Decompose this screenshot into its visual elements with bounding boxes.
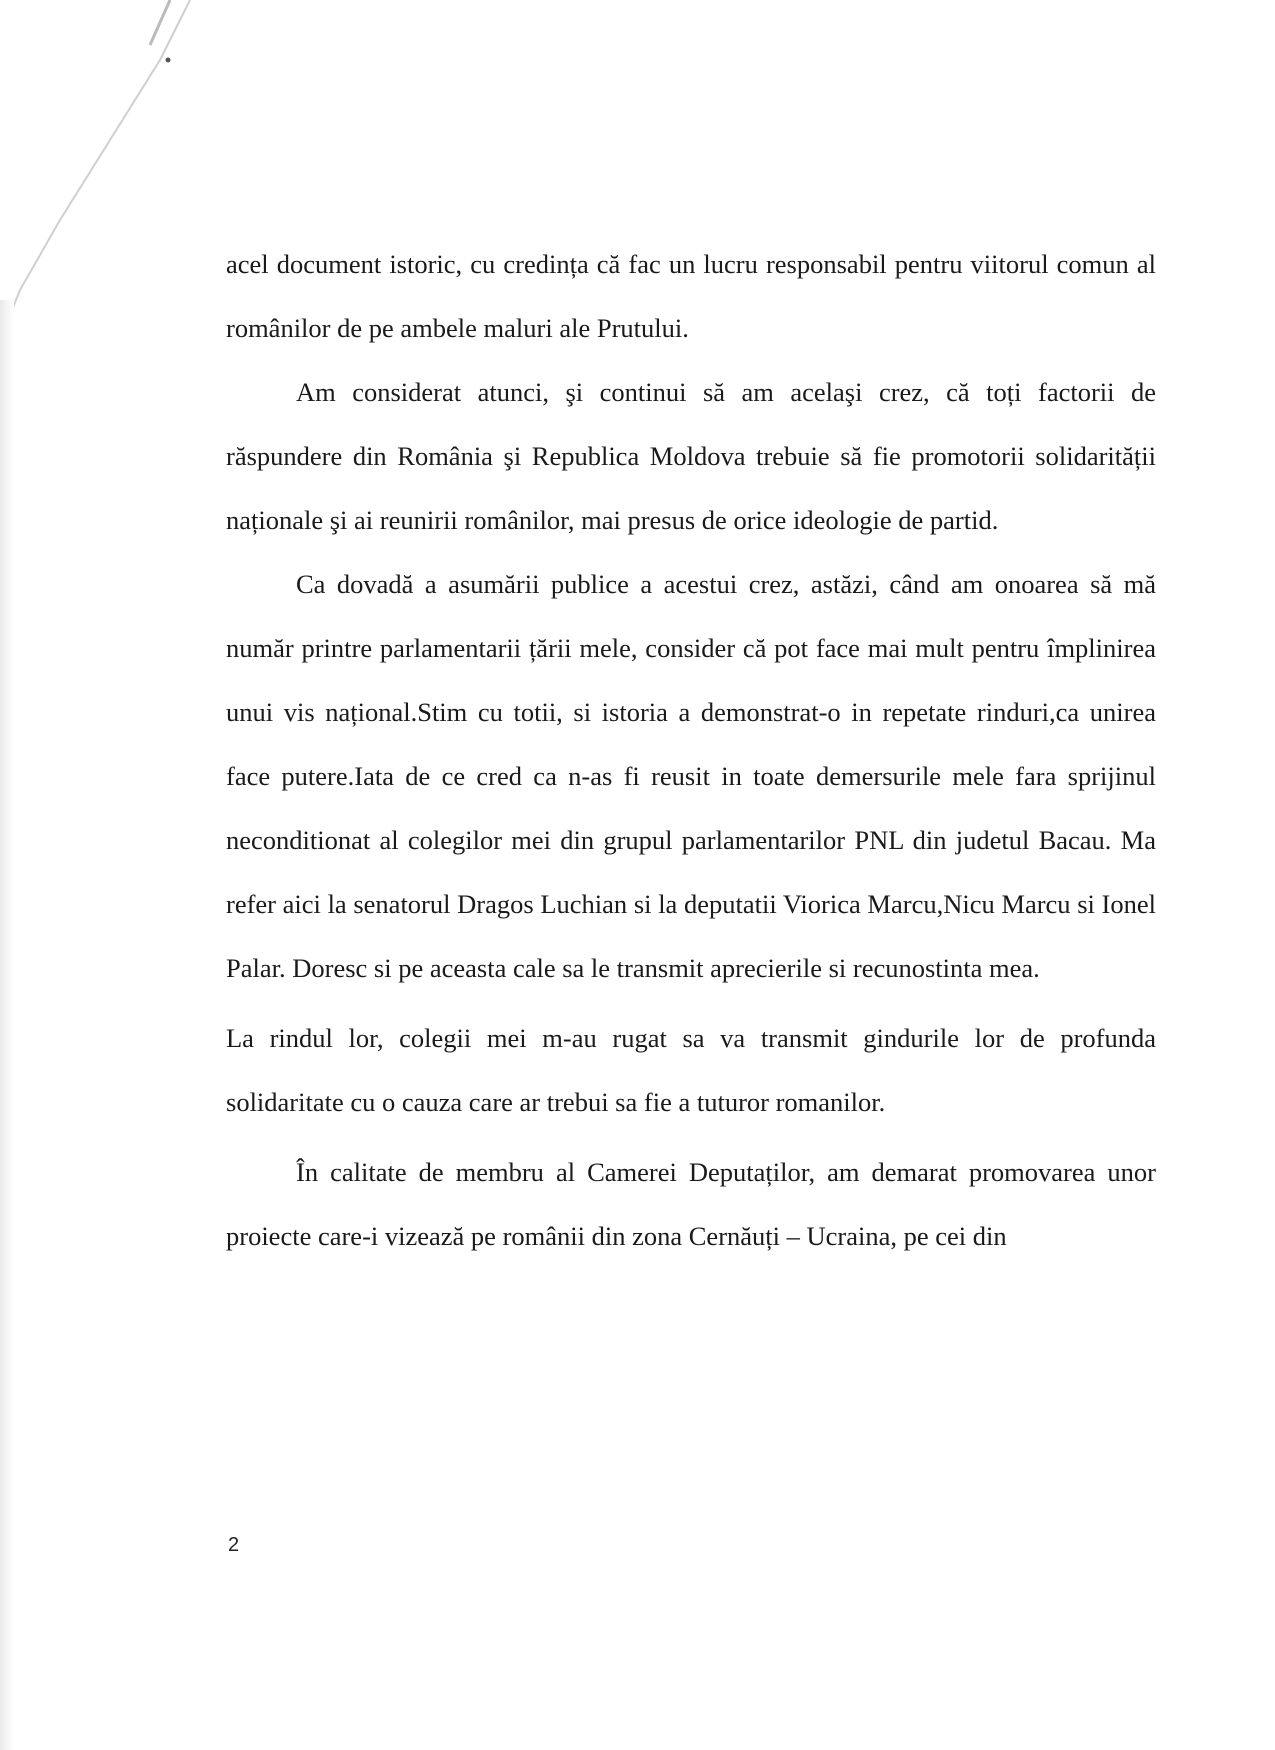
document-body <box>226 232 1156 1268</box>
page-number: 2 <box>228 1534 240 1556</box>
paragraph-5: În calitate de membru al Camerei Deputaților, am demarat promovarea unor proiecte care-i vizează pe românii din zona Cernăuți – Ucraina, pe cei din <box>226 1157 1156 1251</box>
scan-edge-shadow <box>0 300 14 1750</box>
page-fold-mark <box>0 0 200 340</box>
paragraph-4: La rindul lor, colegii mei m-au rugat sa va transmit gindurile lor de profunda solidaritate cu o cauza care ar trebui sa fie a tuturor romanilor. <box>226 1023 1156 1117</box>
paragraph-1: acel document istoric, cu credința că fac un lucru responsabil pentru viitorul comun al românilor de pe ambele maluri ale Prutului. <box>226 249 1156 343</box>
paragraph-2: Am considerat atunci, şi continui să am acelaşi crez, că toți factorii de răspundere din România şi Republica Moldova trebuie să fie promotorii solidarității naționale şi ai reunirii românilor, mai presus de orice ideologie de partid. <box>226 377 1156 535</box>
paragraph-3: Ca dovadă a asumării publice a acestui crez, astăzi, când am onoarea să mă număr printre parlamentarii țării mele, consider că pot face mai mult pentru împlinirea unui vis național.Stim cu totii, si istoria a demonstrat-o in repetate rinduri,ca unirea face putere.Iata de ce cred ca n-as fi reusit in toate demersurile mele fara sprijinul neconditionat al colegilor mei din grupul parlamentarilor PNL din judetul Bacau. Ma refer aici la senatorul Dragos Luchian si la deputatii Viorica Marcu,Nicu Marcu si Ionel Palar. Doresc si pe aceasta cale sa le transmit aprecierile si recunostinta mea. <box>226 569 1156 983</box>
